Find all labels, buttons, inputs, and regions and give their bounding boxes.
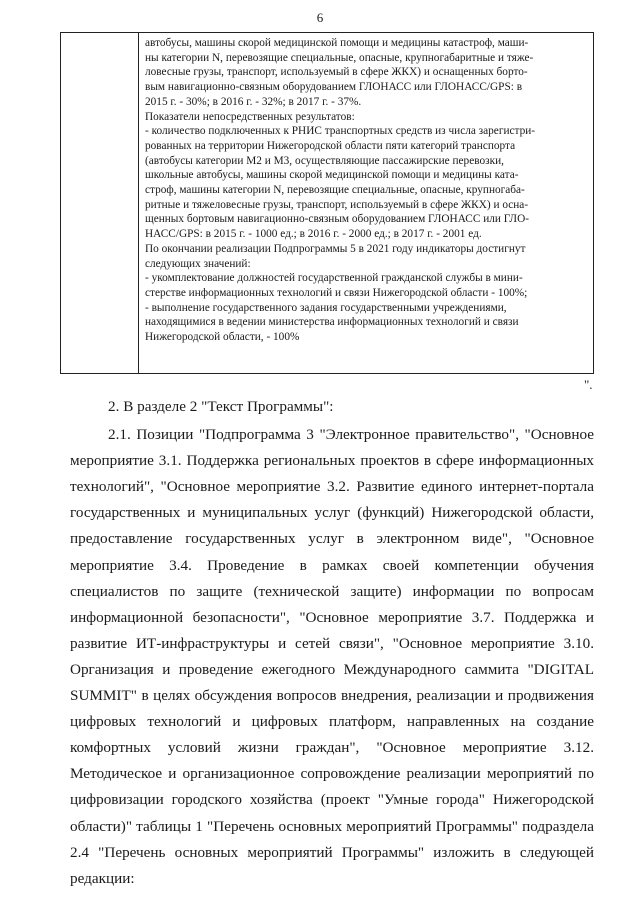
- body-paragraph: 2.1. Позиции "Подпрограмма 3 "Электронное правительство", "Основное мероприятие 3.1. Поддержка региональных проектов в сфере информационных технологий", "Основное мероприятие 3.2. Развитие единого интернет-портала государственных и муниципальных услуг (функций) Нижегородской области, предоставление государственных услуг в электронном виде", "Основное мероприятие 3.4. Проведение в рамках своей компетенции обучения специалистов по защите (технической защите) информации по вопросам информационной безопасности", "Основное мероприятие 3.7. Поддержка и развитие ИТ-инфраструктуры и сетей связи", "Основное мероприятие 3.10. Организация и проведение ежегодного Международного саммита "DIGITAL SUMMIT" в целях обсуждения вопросов внедрения, реализации и продвижения цифровых технологий и цифровых платформ, направленных на создание комфортных условий жизни граждан", "Основное мероприятие 3.12. Методическое и организационное сопровождение реализации мероприятий по цифровизации городского хозяйства (проект "Умные города" Нижегородской области)" таблицы 1 "Перечень основных мероприятий Программы" подраздела 2.4 "Перечень основных мероприятий Программы" изложить в следующей редакции:: [70, 426, 594, 887]
- table-cell-line: стерстве информационных технологий и связи Нижегородской области - 100%;: [145, 286, 528, 299]
- page-number: 6: [316, 10, 324, 25]
- document-body: [70, 394, 594, 892]
- table-cell-line: Показатели непосредственных результатов:: [145, 110, 355, 123]
- table-cell-line: - выполнение государственного задания государственными учреждениями,: [145, 301, 507, 314]
- table-cell-line: щенных бортовым навигационно-связным оборудованием ГЛОНАСС или ГЛО-: [145, 213, 530, 226]
- table-cell-line: - укомплектование должностей государственной гражданской службы в мини-: [145, 272, 523, 285]
- table-cell-line: рованных на территории Нижегородской области пяти категорий транспорта: [145, 139, 516, 152]
- table-left-cell: [61, 33, 139, 373]
- table-cell-line: находящимися в ведении министерства информационных технологий и связи: [145, 316, 519, 329]
- table-cell-line: - количество подключенных к РНИС транспортных средств из числа зарегистри-: [145, 125, 536, 138]
- table-cell-line: Нижегородской области, - 100%: [145, 331, 300, 344]
- table-cell-line: вым навигационно-связным оборудованием ГЛОНАСС или ГЛОНАСС/GPS: в: [145, 81, 523, 94]
- table-cell-line: По окончании реализации Подпрограммы 5 в 2021 году индикаторы достигнут: [145, 242, 526, 255]
- table-cell-line: ритные и тяжеловесные грузы, транспорт, используемый в сфере ЖКХ) и осна-: [145, 198, 529, 211]
- indicators-table: [60, 32, 594, 374]
- table-cell-line: ловесные грузы, транспорт, используемый в сфере ЖКХ) и оснащенных борто-: [145, 66, 528, 79]
- table-cell-line: автобусы, машины скорой медицинской помощи и медицины катастроф, маши-: [145, 37, 529, 49]
- closing-quote: ".: [584, 377, 593, 392]
- table-cell-line: строф, машины категории N, перевозящие специальные, опасные, крупногаба-: [145, 184, 525, 197]
- table-cell-line: следующих значений:: [145, 257, 251, 270]
- table-cell-line: школьные автобусы, машины скорой медицинской помощи и медицины ката-: [145, 169, 519, 182]
- table-cell-line: НАСС/GPS: в 2015 г. - 1000 ед.; в 2016 г. - 2000 ед.; в 2017 г. - 2001 ед.: [145, 228, 482, 241]
- table-cell-line: ны категории N, перевозящие специальные, опасные, крупногабаритные и тяже-: [145, 51, 534, 64]
- table-right-cell: [139, 33, 593, 373]
- table-cell-line: 2015 г. - 30%; в 2016 г. - 32%; в 2017 г. - 37%.: [145, 95, 362, 108]
- table-cell-line: (автобусы категории М2 и М3, осуществляющие пассажирские перевозки,: [145, 154, 504, 167]
- section-heading: 2. В разделе 2 "Текст Программы":: [108, 398, 334, 415]
